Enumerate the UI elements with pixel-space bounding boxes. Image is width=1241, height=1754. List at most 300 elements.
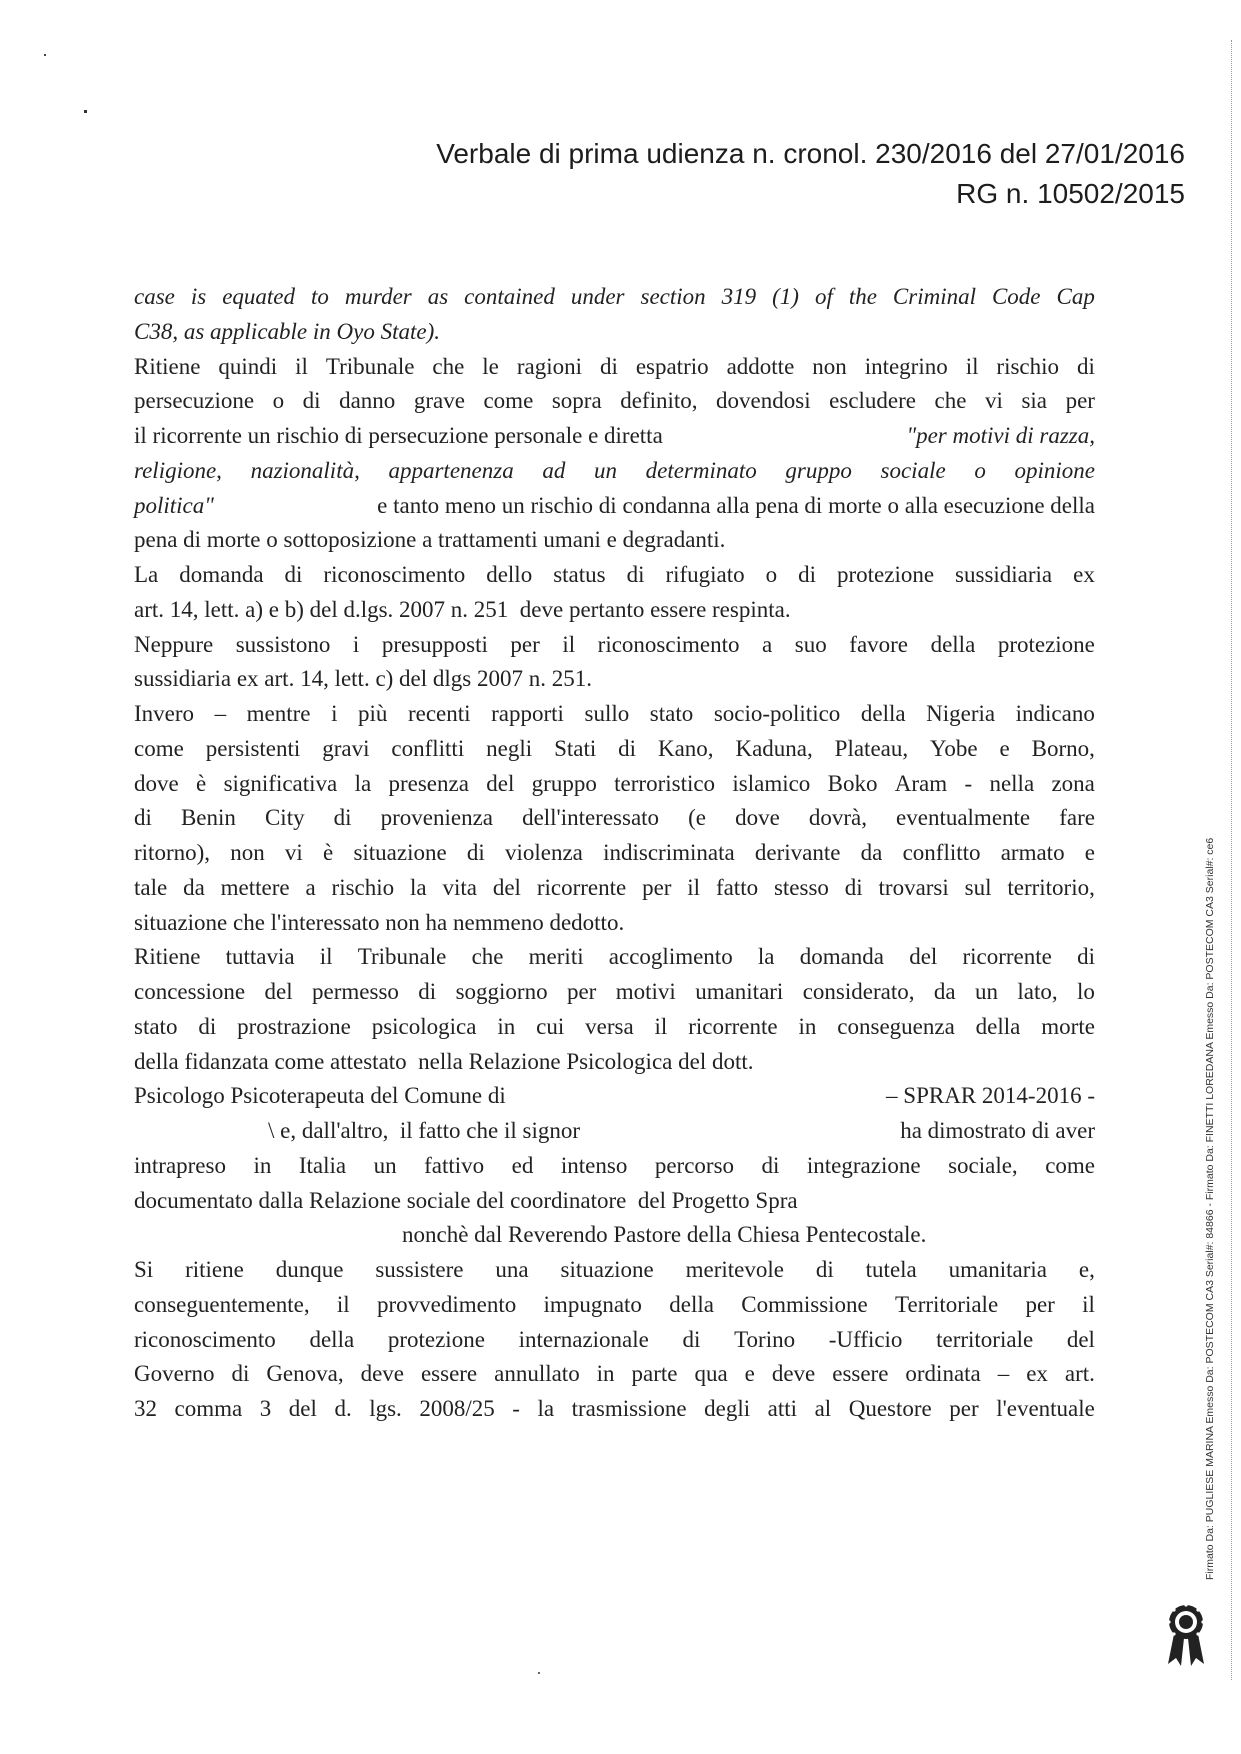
word: di [1077, 944, 1095, 970]
word: suo [794, 631, 827, 657]
text-line [134, 1218, 1095, 1253]
word: rapporti [491, 701, 564, 726]
word: da [183, 874, 205, 900]
word: al [814, 1396, 832, 1421]
word: tale [134, 874, 168, 900]
word: provenienza [380, 805, 493, 831]
word: lgs. [369, 1396, 402, 1421]
word: la [410, 874, 427, 900]
word: Kaduna, [735, 735, 813, 761]
text-line: pena di morte o sottoposizione a trattamenti umani e degradanti. [134, 527, 726, 553]
text-line [134, 801, 1095, 836]
word: della [669, 1291, 714, 1317]
word: intenso [560, 1152, 628, 1178]
word: determinato [645, 457, 757, 483]
word: art. [1064, 1361, 1095, 1387]
word: per [510, 631, 540, 657]
word: di [844, 874, 863, 900]
word: presenza [388, 770, 469, 796]
word: il [1082, 1291, 1095, 1317]
word: opinione [1014, 457, 1095, 483]
word: escludere [829, 388, 916, 414]
word: Si [134, 1257, 154, 1282]
word: umanitaria [948, 1257, 1048, 1282]
word: la [537, 1396, 555, 1421]
text-line [134, 280, 1095, 315]
word: le [482, 353, 499, 379]
word: rischio [331, 874, 395, 900]
word: e, [1078, 1257, 1095, 1282]
speck [84, 110, 87, 113]
word: deve [771, 1361, 816, 1387]
word: di [682, 1326, 701, 1352]
word: nella [989, 770, 1035, 796]
word: di [134, 805, 152, 831]
page-edge-line [1231, 40, 1233, 1680]
speck [538, 1672, 540, 1674]
word: qua [694, 1361, 728, 1387]
header-rg-line: RG n. 10502/2015 [956, 178, 1185, 209]
word: del [909, 944, 938, 970]
word: situazione [353, 840, 447, 865]
text-line [134, 1253, 1095, 1288]
word: o [765, 562, 778, 587]
word: gruppo [785, 457, 852, 483]
word: di [231, 1361, 250, 1387]
word: della [930, 631, 976, 657]
word: fare [1059, 805, 1095, 831]
word: in [798, 1013, 817, 1039]
word: mentre [246, 701, 311, 726]
text-line [134, 940, 1095, 975]
word: the [848, 284, 877, 309]
word: sullo [584, 701, 630, 726]
word: che [934, 388, 967, 414]
word: dell'interessato [522, 805, 660, 831]
word: degli [704, 1396, 751, 1421]
word: del [288, 1396, 317, 1421]
word: della [860, 701, 906, 726]
word: indicano [1015, 701, 1095, 726]
word: tutela [865, 1257, 917, 1282]
word: deve [360, 1361, 404, 1387]
word: atti [767, 1396, 798, 1421]
word: ad [542, 457, 566, 483]
text-line: situazione che l'interessato non ha nemmeno dedotto. [134, 909, 625, 935]
word: derivante [754, 840, 841, 865]
word: ricorrente [536, 874, 627, 900]
word: il [336, 1291, 350, 1317]
word: status [553, 562, 606, 587]
word: 32 [134, 1396, 157, 1421]
word: come [483, 388, 534, 414]
text-line: C38, as applicable in Oyo State). [134, 318, 440, 344]
word: come [134, 735, 184, 761]
word: come [1045, 1152, 1095, 1178]
word: del [492, 874, 521, 900]
word: non [812, 353, 847, 379]
word: considerato, [802, 979, 915, 1004]
word: per [566, 979, 597, 1004]
word: la [354, 770, 372, 796]
word: is [190, 284, 207, 309]
word: vita [442, 874, 477, 900]
word: non [230, 840, 265, 865]
word: del [1066, 1326, 1095, 1352]
word: (e [688, 805, 706, 831]
word: protezione [997, 631, 1095, 657]
word: 319 [721, 284, 757, 309]
word: -Ufficio [828, 1326, 903, 1352]
word: definito, [620, 388, 698, 414]
word: di [761, 1152, 780, 1178]
word: Borno, [1031, 735, 1095, 761]
word: di [284, 562, 303, 587]
word: in [596, 1361, 615, 1387]
word: terroristico [614, 770, 716, 796]
word: cui [536, 1013, 565, 1039]
word: di [198, 1013, 217, 1039]
word: rifugiato [665, 562, 745, 587]
word: da [860, 840, 883, 865]
text-line [134, 871, 1095, 906]
word: sul [964, 874, 992, 900]
word: lato, [1017, 979, 1058, 1004]
word: essere [832, 1361, 889, 1387]
word: domanda [179, 562, 264, 587]
word: morte [1041, 1013, 1095, 1039]
word: in [497, 1013, 516, 1039]
word: ex [1073, 562, 1095, 587]
word: prostrazione [237, 1013, 351, 1039]
word: riconoscimento [134, 1326, 276, 1352]
word: i [352, 631, 360, 657]
word: un [974, 979, 998, 1004]
text-line [134, 628, 1095, 663]
word: violenza [504, 840, 583, 865]
word: da [933, 979, 956, 1004]
word: il [295, 353, 308, 379]
word: di [599, 353, 618, 379]
word: riconoscimento [323, 562, 466, 587]
text-segment: e tanto meno un rischio di condanna alla pena di morte o alla esecuzione della [371, 492, 1095, 518]
word: dello [486, 562, 533, 587]
text-line [134, 697, 1095, 732]
document-body [134, 280, 1095, 1427]
text-line: della fidanzata come attestato nella Relazione Psicologica del dott. [134, 1048, 754, 1074]
word: un [373, 1152, 397, 1178]
word: Boko [827, 770, 878, 796]
word: di [333, 805, 352, 831]
word: Governo [134, 1361, 215, 1387]
word: della [309, 1326, 355, 1352]
text-segment: – SPRAR 2014-2016 - [886, 1083, 1095, 1109]
word: islamico [732, 770, 811, 796]
word: ricorrente [962, 944, 1052, 970]
word: o [272, 388, 285, 414]
word: annullato [494, 1361, 580, 1387]
word: protezione [836, 562, 935, 587]
word: che [432, 353, 465, 379]
word: motivi [615, 979, 676, 1004]
word: ritiene [185, 1257, 244, 1282]
word: di [618, 735, 637, 761]
word: socio-politico [713, 701, 841, 726]
word: case [134, 284, 175, 309]
word: contained [464, 284, 555, 309]
word: equated [222, 284, 295, 309]
word: comma [174, 1396, 243, 1421]
word: fattivo [424, 1152, 485, 1178]
word: persecuzione [134, 388, 255, 414]
text-line [134, 1288, 1095, 1323]
text-line [134, 454, 1095, 489]
word: e [744, 1361, 755, 1387]
word: dunque [275, 1257, 344, 1282]
word: Nigeria [926, 701, 996, 726]
text-line [134, 732, 1095, 767]
text-line [134, 558, 1095, 593]
word: territoriale [936, 1326, 1034, 1352]
word: l'eventuale [996, 1396, 1095, 1421]
text-line: sussidiaria ex art. 14, lett. c) del dlgs 2007 n. 251. [134, 666, 593, 692]
word: gravi [322, 735, 370, 761]
word: ragioni [516, 353, 583, 379]
word: - [512, 1396, 520, 1421]
word: zona [1051, 770, 1095, 796]
speck [44, 54, 46, 56]
word: di [815, 1257, 834, 1282]
word: Plateau, [834, 735, 909, 761]
word: a [762, 631, 773, 657]
word: Cap [1056, 284, 1095, 309]
text-line [134, 975, 1095, 1010]
word: conflitti [391, 735, 465, 761]
word: fatto [715, 874, 759, 900]
word: territorio, [1007, 874, 1095, 900]
text-line [134, 1392, 1095, 1427]
word: che [471, 944, 504, 970]
word: ed [511, 1152, 534, 1178]
text-line [134, 1149, 1095, 1184]
word: favore [849, 631, 909, 657]
word: di [418, 979, 437, 1004]
word: nazionalità, [250, 457, 360, 483]
word: sussistere [375, 1257, 464, 1282]
word: di [798, 562, 816, 587]
text-line [134, 350, 1095, 385]
word: Tribunale [325, 353, 415, 379]
text-line [134, 1323, 1095, 1358]
word: di [626, 562, 645, 587]
ribbon-seal-icon [1162, 1600, 1210, 1668]
text-line [134, 419, 1095, 454]
text-line [134, 1357, 1095, 1392]
word: sussidiaria [955, 562, 1053, 587]
word: lo [1077, 979, 1095, 1004]
word: La [134, 562, 159, 587]
word: per [1025, 1291, 1055, 1317]
word: versa [585, 1013, 634, 1039]
word: section [640, 284, 706, 309]
word: mettere [220, 874, 290, 900]
word: ritorno), [134, 840, 211, 865]
word: di [466, 840, 485, 865]
word: gruppo [531, 770, 597, 796]
text-segment: Psicologo Psicoterapeuta del Comune di [134, 1083, 506, 1109]
word: espatrio [635, 353, 709, 379]
word: stesso [773, 874, 829, 900]
word: meriti [528, 944, 584, 970]
word: – [997, 1361, 1010, 1387]
word: recenti [407, 701, 471, 726]
header-verbale-line: Verbale di prima udienza n. cronol. 230/2016 del 27/01/2016 [436, 138, 1185, 169]
word: stato [649, 701, 694, 726]
word: of [814, 284, 833, 309]
word: grave [413, 388, 465, 414]
word: Yobe [930, 735, 978, 761]
text-line [134, 836, 1095, 871]
word: o [974, 457, 986, 483]
word: Ritiene [134, 353, 201, 379]
word: under [570, 284, 625, 309]
word: Benin [180, 805, 236, 831]
word: il [562, 631, 576, 657]
word: della [975, 1013, 1021, 1039]
word: stato [134, 1013, 178, 1039]
word: integrino [864, 353, 948, 379]
text-line: documentato dalla Relazione sociale del coordinatore del Progetto Spra [134, 1187, 798, 1213]
word: è [323, 840, 334, 865]
word: percorso [654, 1152, 735, 1178]
text-segment: ha dimostrato di aver [900, 1118, 1095, 1143]
text-line [134, 384, 1095, 419]
word: è [196, 770, 207, 796]
word: d. [334, 1396, 352, 1421]
word: Tribunale [357, 944, 447, 970]
word: i [331, 701, 338, 726]
word: tuttavia [225, 944, 295, 970]
word: intrapreso [134, 1152, 226, 1178]
word: quindi [218, 353, 278, 379]
word: psicologica [371, 1013, 477, 1039]
word: permesso [312, 979, 399, 1004]
word: sociale [880, 457, 946, 483]
word: accoglimento [608, 944, 733, 970]
word: Genova, [266, 1361, 344, 1387]
word: dovendosi [716, 388, 811, 414]
word: dove [134, 770, 179, 796]
word: Neppure [134, 631, 214, 657]
word: Commissione [741, 1291, 868, 1317]
word: situazione [560, 1257, 654, 1282]
word: - [964, 770, 973, 796]
word: Aram [894, 770, 948, 796]
word: Territoriale [895, 1291, 999, 1317]
word: Invero [134, 701, 195, 726]
word: per [1065, 388, 1095, 414]
word: parte [631, 1361, 678, 1387]
word: del [264, 979, 293, 1004]
word: il [654, 1013, 668, 1039]
word: di [302, 388, 321, 414]
word: indiscriminata [603, 840, 735, 865]
word: e [1084, 840, 1095, 865]
word: dovrà, [808, 805, 867, 831]
text-line [134, 1010, 1095, 1045]
word: murder [344, 284, 412, 309]
word: a [305, 874, 316, 900]
word: una [495, 1257, 529, 1282]
word: 2008/25 [419, 1396, 495, 1421]
word: negli [486, 735, 533, 761]
text-line [134, 1114, 1095, 1149]
word: Torino [734, 1326, 796, 1352]
word: ricorrente [688, 1013, 778, 1039]
word: in [253, 1152, 272, 1178]
digital-signature-stamp: Firmato Da: PUGLIESE MARINA Emesso Da: POSTECOM CA3 Serial#: 84866 - Firmato Da: FINETTI LOREDANA Emesso Da: POSTECOM CA3 Serial#: ce6 [1204, 837, 1216, 1580]
word: meritevole [685, 1257, 784, 1282]
word: – [214, 701, 227, 726]
word: danno [339, 388, 396, 414]
word: per [642, 874, 672, 900]
text-line [134, 767, 1095, 802]
text-segment: politica" [134, 492, 214, 518]
text-segment: "per motivi di razza, [906, 423, 1095, 448]
text-segment: il ricorrente un rischio di persecuzione personale e diretta [134, 423, 669, 448]
word: appartenenza [388, 457, 514, 483]
word: protezione [387, 1326, 485, 1352]
word: eventualmente [896, 805, 1031, 831]
text-segment: nonchè dal Reverendo Pastore della Chiesa Pentecostale. [402, 1222, 927, 1248]
word: internazionale [518, 1326, 649, 1352]
word: concessione [134, 979, 246, 1004]
word: del [486, 770, 515, 796]
word: provvedimento [377, 1291, 517, 1317]
word: di [1076, 353, 1095, 379]
word: vi [284, 840, 303, 865]
word: sussistono [235, 631, 331, 657]
word: vi [985, 388, 1003, 414]
text-line [134, 1079, 1095, 1114]
word: as [427, 284, 449, 309]
word: presupposti [381, 631, 488, 657]
word: City [264, 805, 305, 831]
word: integrazione [806, 1152, 921, 1178]
word: trasmissione [571, 1396, 687, 1421]
word: sociale, [948, 1152, 1018, 1178]
word: Criminal [892, 284, 976, 309]
word: addotte [726, 353, 795, 379]
word: Kano, [657, 735, 714, 761]
word: significativa [223, 770, 338, 796]
word: 3 [259, 1396, 272, 1421]
word: Stati [554, 735, 597, 761]
word: Code [991, 284, 1041, 309]
text-segment: \ e, dall'altro, il fatto che il signor [268, 1118, 581, 1143]
word: soggiorno [455, 979, 548, 1004]
word: umanitari [695, 979, 784, 1004]
word: essere [420, 1361, 478, 1387]
word: il [965, 353, 979, 379]
text-line [134, 489, 1095, 524]
word: sia [1021, 388, 1048, 414]
word: Ritiene [134, 944, 201, 970]
word: dove [735, 805, 780, 831]
word: to [310, 284, 329, 309]
word: riconoscimento [597, 631, 740, 657]
word: Italia [298, 1152, 347, 1178]
